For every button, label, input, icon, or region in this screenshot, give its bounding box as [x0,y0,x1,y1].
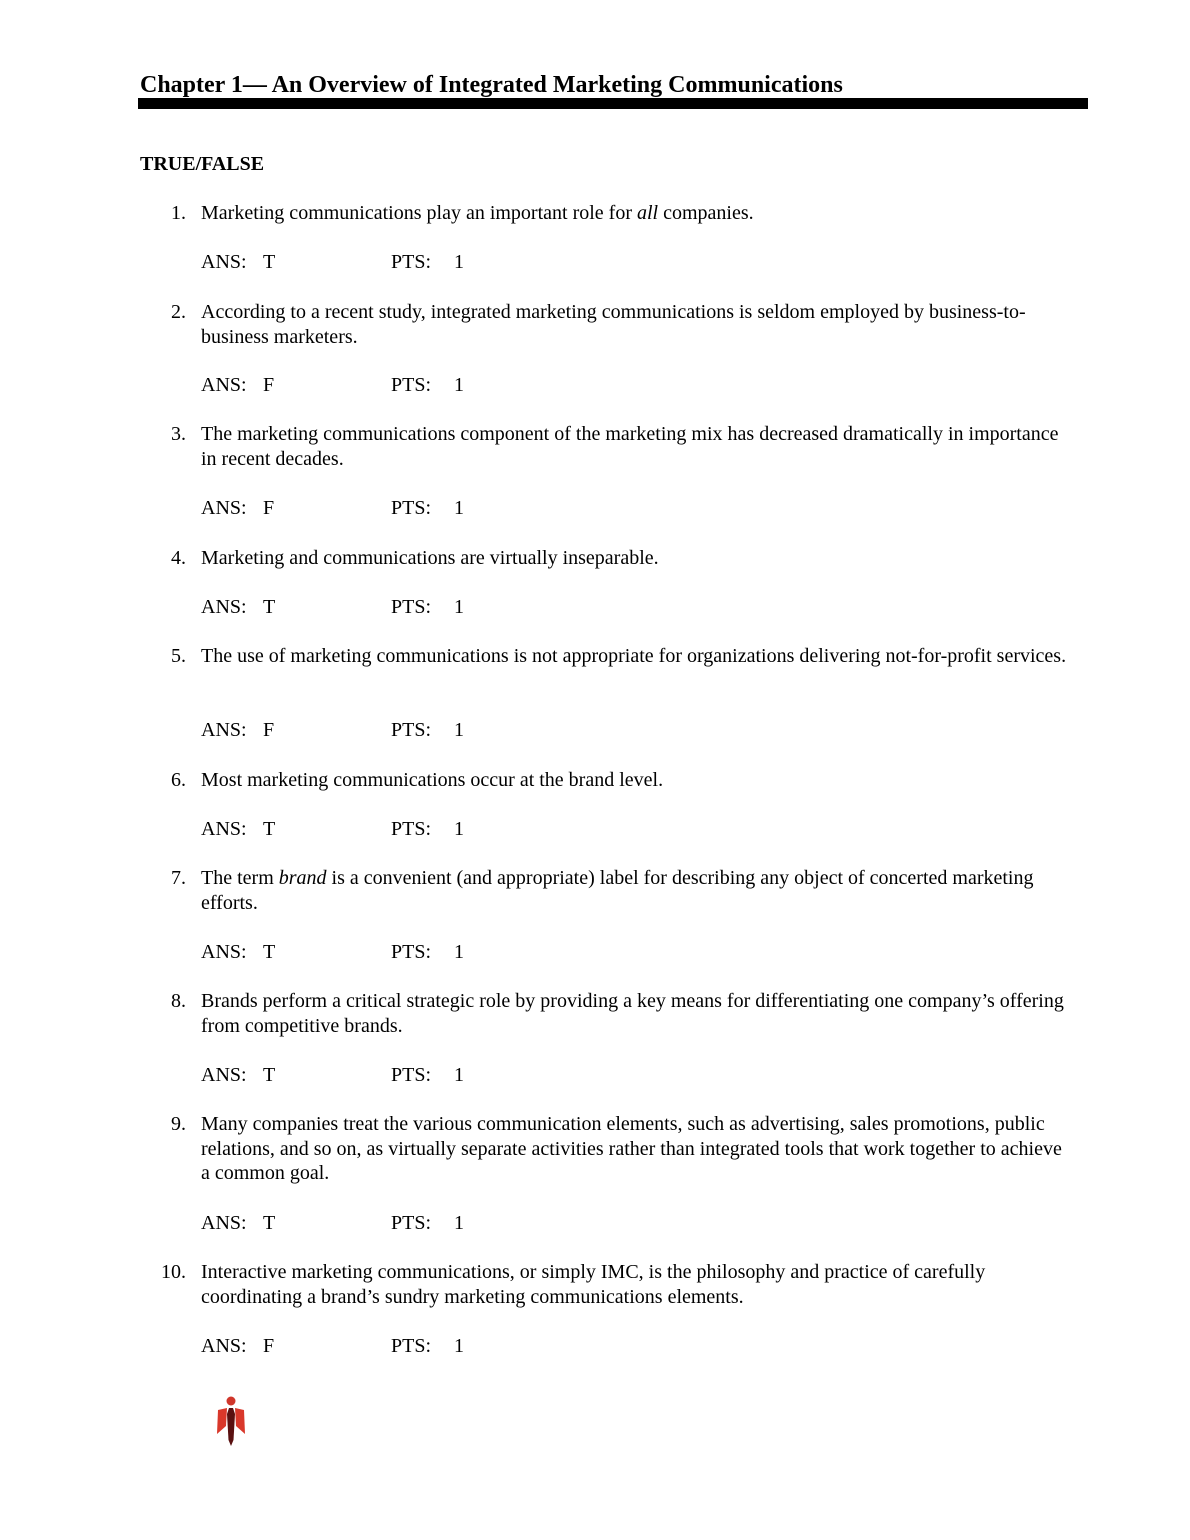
question-text-emphasis: brand [278,867,327,889]
question-number: 10. [161,1261,186,1283]
points-label: PTS: [391,251,432,273]
points-value: 1 [454,1335,464,1357]
question-text [201,546,1071,571]
question-text-segment: Brands perform a critical strategic role by providing a key means for differentiating one company’s offering from competitive brands. [201,990,1064,1037]
question-number: 5. [171,645,186,667]
logo-tie [227,1408,235,1446]
answer-label: ANS: [201,497,247,519]
answer-value: F [263,719,275,741]
answer-value: T [263,596,276,618]
points-value: 1 [454,251,464,273]
points-label: PTS: [391,1335,432,1357]
answer-value: T [263,818,276,840]
question-text [201,201,1071,226]
answer-label: ANS: [201,1335,247,1357]
answer-label: ANS: [201,1064,247,1086]
question-text [201,422,1071,471]
points-label: PTS: [391,1064,432,1086]
answer-value: T [263,1064,276,1086]
points-value: 1 [454,374,464,396]
answer-label: ANS: [201,818,247,840]
answer-value: T [263,941,276,963]
answer-value: T [263,1212,276,1234]
points-label: PTS: [391,818,432,840]
answer-value: T [263,251,276,273]
question-number: 9. [171,1113,186,1135]
question-text-segment: Marketing communications play an important role for [201,202,637,224]
question-number: 3. [171,423,186,445]
answer-value: F [263,374,275,396]
chapter-title: Chapter 1— An Overview of Integrated Marketing Communications [140,72,843,98]
points-label: PTS: [391,374,432,396]
answer-label: ANS: [201,374,247,396]
points-value: 1 [454,941,464,963]
question-text-segment: Interactive marketing communications, or simply IMC, is the philosophy and practice of carefully coordinating a brand’s sundry marketing communications elements. [201,1261,986,1308]
answer-label: ANS: [201,941,247,963]
points-value: 1 [454,818,464,840]
question-text-segment: companies. [658,202,754,224]
question-text-segment: Many companies treat the various communication elements, such as advertising, sales promotions, public relations, and so on, as virtually separate activities rather than integrated tools that work together to achieve a common goal. [201,1113,1062,1184]
logo-right-wing [235,1408,245,1434]
points-value: 1 [454,596,464,618]
logo-left-wing [217,1408,227,1434]
answer-label: ANS: [201,719,247,741]
answer-label: ANS: [201,596,247,618]
question-text [201,644,1071,669]
question-text-segment: Most marketing communications occur at the brand level. [201,769,664,791]
points-label: PTS: [391,596,432,618]
question-text-segment: According to a recent study, integrated marketing communications is seldom employed by business-to-business marketers. [201,301,1026,348]
points-label: PTS: [391,941,432,963]
question-text-segment: The use of marketing communications is not appropriate for organizations delivering not-for-profit services. [201,645,1067,667]
question-number: 6. [171,769,186,791]
question-text [201,866,1071,915]
question-number: 7. [171,867,186,889]
section-heading: TRUE/FALSE [140,153,265,175]
answer-value: F [263,1335,275,1357]
answer-label: ANS: [201,251,247,273]
question-text [201,989,1071,1038]
question-text-segment: The term [201,867,279,889]
question-number: 4. [171,547,186,569]
question-number: 1. [171,202,186,224]
points-value: 1 [454,497,464,519]
points-label: PTS: [391,1212,432,1234]
question-number: 2. [171,301,186,323]
points-value: 1 [454,1212,464,1234]
answer-label: ANS: [201,1212,247,1234]
question-text-segment: Marketing and communications are virtually inseparable. [201,547,659,569]
question-text-segment: The marketing communications component of the marketing mix has decreased dramatically in importance in recent decades. [201,423,1059,470]
points-label: PTS: [391,497,432,519]
question-text [201,1112,1071,1186]
question-text [201,768,1071,793]
answer-value: F [263,497,275,519]
points-label: PTS: [391,719,432,741]
question-text-segment: is a convenient (and appropriate) label for describing any object of concerted marketing efforts. [201,867,1034,914]
points-value: 1 [454,719,464,741]
question-text [201,1260,1071,1309]
question-text-emphasis: all [637,202,659,224]
question-text [201,300,1071,349]
logo-head [227,1397,236,1406]
publisher-logo-icon [214,1396,248,1448]
points-value: 1 [454,1064,464,1086]
question-number: 8. [171,990,186,1012]
